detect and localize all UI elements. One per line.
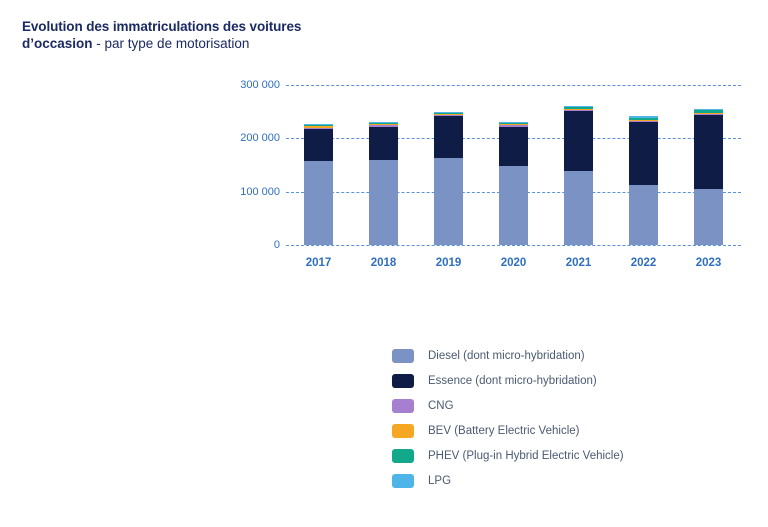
bar-segment — [694, 189, 723, 245]
bar-column[interactable] — [481, 85, 546, 245]
x-axis-tick-label: 2018 — [370, 257, 397, 269]
x-axis-tick-label: 2017 — [305, 257, 332, 269]
legend-label: LPG — [428, 474, 452, 487]
legend-item[interactable] — [392, 468, 722, 493]
legend-swatch — [392, 424, 414, 438]
plot-area — [286, 85, 741, 269]
bar-column[interactable] — [416, 85, 481, 245]
legend-swatch — [392, 349, 414, 363]
legend-item[interactable] — [392, 393, 722, 418]
stacked-bar[interactable] — [694, 109, 723, 245]
bar-segment — [629, 122, 658, 185]
bar-segment — [499, 166, 528, 245]
stacked-bar[interactable] — [564, 106, 593, 245]
chart-legend — [392, 343, 722, 493]
stacked-bar[interactable] — [304, 124, 333, 245]
y-axis-labels — [208, 79, 280, 300]
x-axis-tick-label: 2023 — [695, 257, 722, 269]
legend-item[interactable] — [392, 443, 722, 468]
bar-segment — [564, 171, 593, 245]
chart-title-suffix: - par type de motorisation — [92, 36, 250, 51]
legend-label: BEV (Battery Electric Vehicle) — [428, 424, 580, 437]
x-axis-tick-label: 2019 — [435, 257, 462, 269]
stacked-bar[interactable] — [629, 116, 658, 245]
bar-segment — [434, 116, 463, 158]
bar-segment — [694, 115, 723, 189]
bar-segment — [499, 127, 528, 166]
legend-item[interactable] — [392, 343, 722, 368]
legend-label: PHEV (Plug-in Hybrid Electric Vehicle) — [428, 449, 624, 462]
bar-segment — [434, 158, 463, 245]
chart-title-block — [22, 18, 492, 52]
legend-item[interactable] — [392, 418, 722, 443]
chart-canvas — [0, 79, 768, 300]
x-axis-tick-label: 2021 — [565, 257, 592, 269]
y-axis-tick-label: 200 000 — [240, 132, 280, 145]
bar-segment — [564, 111, 593, 171]
legend-label: Diesel (dont micro-hybridation) — [428, 349, 585, 362]
bar-column[interactable] — [546, 85, 611, 245]
legend-item[interactable] — [392, 368, 722, 393]
legend-label: CNG — [428, 399, 454, 412]
bar-column[interactable] — [351, 85, 416, 245]
bar-segment — [304, 129, 333, 161]
x-axis-tick-label: 2020 — [500, 257, 527, 269]
bar-segment — [629, 185, 658, 245]
chart-title-subject: d’occasion — [22, 36, 93, 51]
bar-segment — [369, 160, 398, 245]
stacked-bar[interactable] — [499, 122, 528, 245]
legend-swatch — [392, 474, 414, 488]
legend-swatch — [392, 399, 414, 413]
bar-column[interactable] — [676, 85, 741, 245]
y-axis-tick-label: 300 000 — [240, 79, 280, 91]
legend-swatch — [392, 374, 414, 388]
chart-title-line-2 — [22, 35, 492, 52]
bar-segment — [304, 161, 333, 245]
chart-title-line-1: Evolution des immatriculations des voitures — [22, 19, 302, 34]
legend-label: Essence (dont micro-hybridation) — [428, 374, 597, 387]
bar-segment — [369, 127, 398, 160]
y-axis-tick-label: 0 — [273, 239, 280, 251]
stacked-bar[interactable] — [369, 122, 398, 245]
y-axis-tick-label: 100 000 — [240, 185, 280, 198]
gridline — [286, 245, 741, 246]
x-axis-tick-label: 2022 — [630, 257, 657, 269]
stacked-bar[interactable] — [434, 112, 463, 245]
legend-swatch — [392, 449, 414, 463]
bar-column[interactable] — [286, 85, 351, 245]
bar-column[interactable] — [611, 85, 676, 245]
